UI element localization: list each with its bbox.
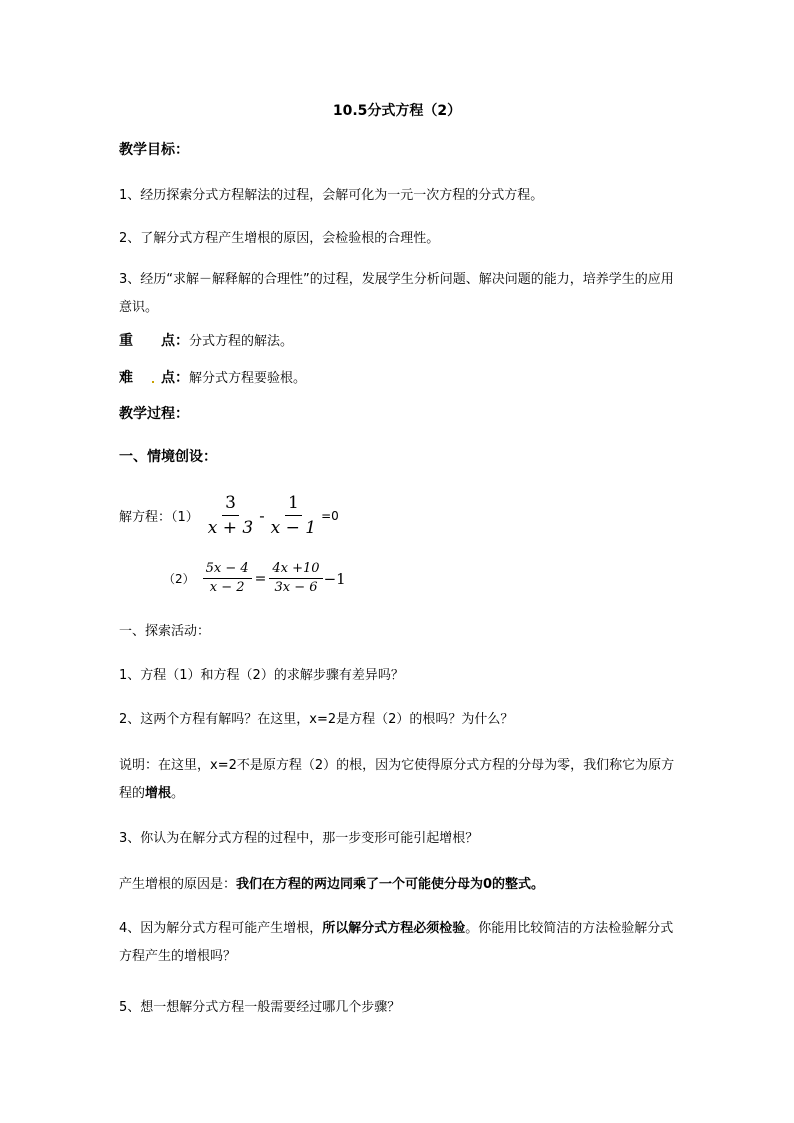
- explanation-text: 说明：在这里，x=2不是原方程（2）的根，因为它使得原分式方程的分母为零，我们称它为原方程的: [119, 758, 675, 801]
- process-heading: 教学过程：: [119, 406, 189, 422]
- question-1: 1、方程（1）和方程（2）的求解步骤有差异吗？: [119, 668, 404, 683]
- equation-intro: 解方程：（1）: [119, 510, 199, 525]
- question-4-text-a: 4、因为解分式方程可能产生增根，: [119, 921, 323, 936]
- key-point-label-b: 点：: [161, 333, 189, 349]
- fraction-1: [205, 492, 256, 539]
- equation-2-tail: −1: [323, 569, 346, 588]
- difficult-point-label-b: 点：: [161, 370, 189, 386]
- fraction-3-numerator: 5x − 4: [203, 561, 252, 579]
- difficult-point-label-a: 难: [119, 370, 133, 386]
- question-2: 2、这两个方程有解吗？在这里，x=2是方程（2）的根吗？为什么？: [119, 712, 514, 727]
- fraction-3-denominator: x − 2: [209, 580, 245, 595]
- goals-heading: 教学目标：: [119, 142, 189, 158]
- page-title: 10.5分式方程（2）: [332, 103, 462, 119]
- explanation: [119, 752, 679, 808]
- question-3: 3、你认为在解分式方程的过程中，那一步变形可能引起增根？: [119, 831, 479, 846]
- question-5: 5、想一想解分式方程一般需要经过哪几个步骤？: [119, 1000, 401, 1015]
- stray-mark: [152, 381, 154, 383]
- equation-2: [163, 561, 349, 596]
- cause-label: 产生增根的原因是：: [119, 877, 237, 892]
- fraction-1-denominator: x + 3: [207, 518, 254, 538]
- key-point-text: 分式方程的解法。: [189, 334, 294, 349]
- cause-bold-text: 我们在方程的两边同乘了一个可能使分母为0的整式。: [236, 877, 545, 892]
- section-heading-situation: 一、情境创设：: [119, 449, 217, 465]
- key-point-label-a: 重: [119, 333, 133, 349]
- fraction-2-denominator: x − 1: [270, 518, 317, 538]
- fraction-2: [268, 492, 319, 539]
- goal-item-2: 2、了解分式方程产生增根的原因，会检验根的合理性。: [119, 231, 440, 246]
- question-4-bold: 所以解分式方程必须检验: [322, 921, 466, 936]
- fraction-4-numerator: 4x +10: [269, 561, 322, 579]
- fraction-4: [269, 561, 322, 596]
- fraction-2-numerator: 1: [285, 492, 302, 516]
- fraction-3: [203, 561, 252, 596]
- minus-sign: -: [259, 506, 265, 525]
- difficult-point-text: 解分式方程要验根。: [189, 371, 307, 386]
- fraction-4-denominator: 3x − 6: [274, 580, 318, 595]
- explanation-end: 。: [171, 786, 185, 801]
- key-point: [119, 331, 293, 352]
- equation-1: [119, 492, 339, 539]
- difficult-point: [119, 368, 306, 389]
- fraction-1-numerator: 3: [222, 492, 239, 516]
- goal-item-3: 3、经历“求解－解释解的合理性”的过程，发展学生分析问题、解决问题的能力，培养学生的应用意识。: [119, 272, 674, 315]
- question-4-text-b: 。你能用比较简洁的方法检验解分式方程产生的增根吗？: [119, 921, 674, 964]
- question-4: [119, 915, 679, 971]
- equation-2-label: （2）: [163, 572, 195, 586]
- equation-1-rhs: =0: [321, 508, 339, 523]
- cause-statement: [119, 875, 544, 895]
- goal-item-1: 1、经历探索分式方程解法的过程，会解可化为一元一次方程的分式方程。: [119, 188, 544, 203]
- equals-sign: =: [254, 570, 267, 587]
- explanation-bold-term: 增根: [145, 786, 172, 801]
- section-heading-explore: 一、探索活动：: [119, 624, 211, 639]
